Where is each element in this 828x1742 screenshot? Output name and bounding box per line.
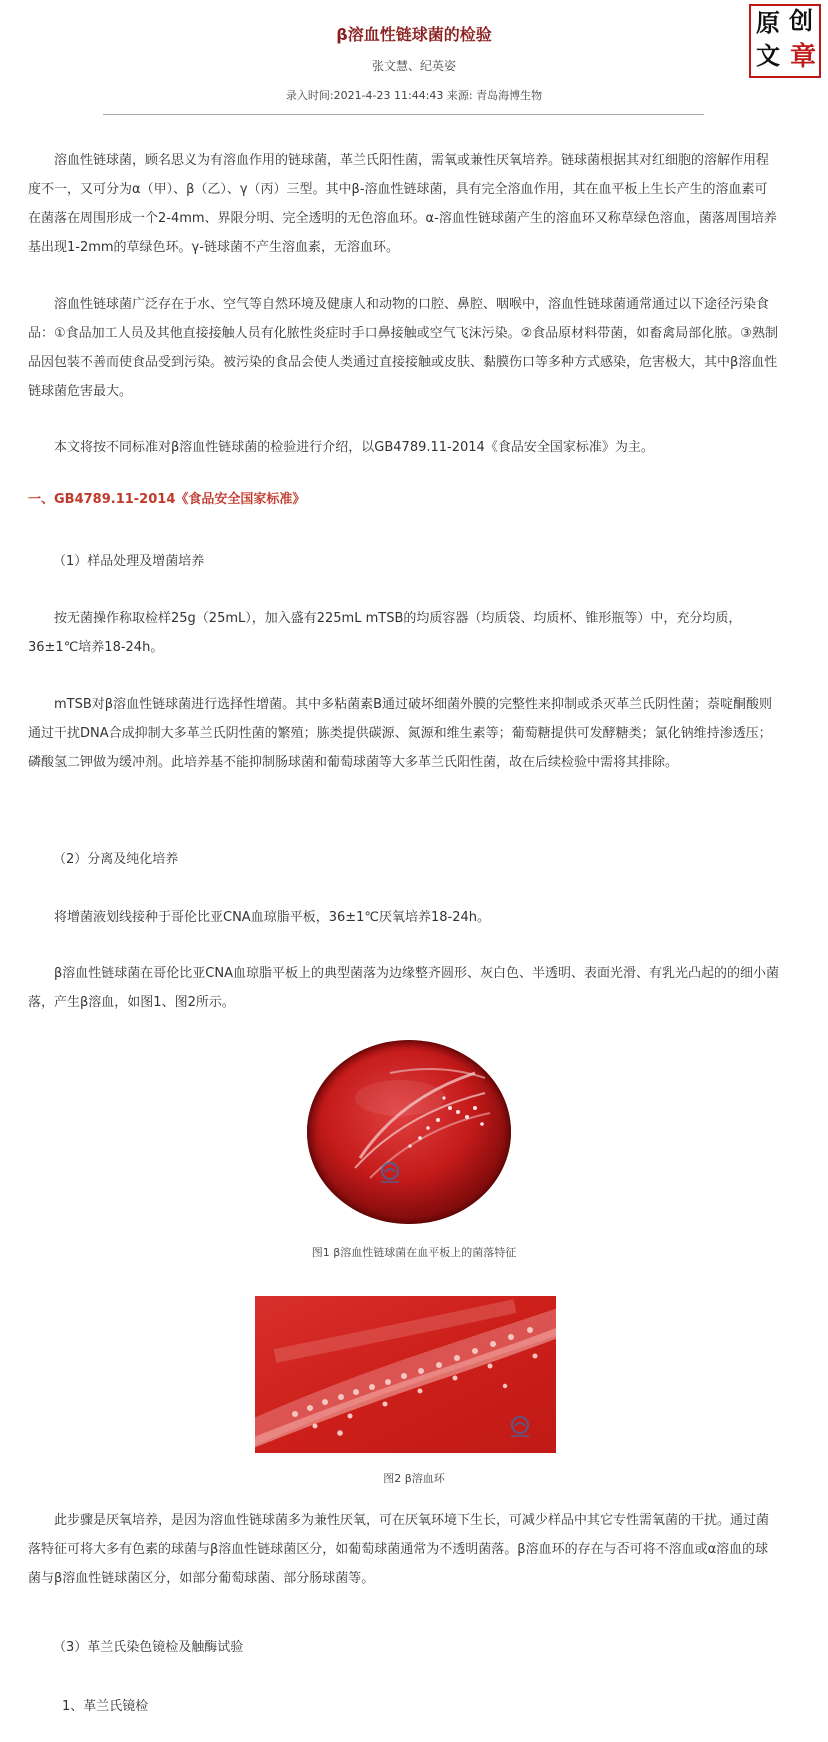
blood-agar-plate-image: [300, 1038, 518, 1226]
paragraph-mtsb: mTSB对β溶血性链球菌进行选择性增菌。其中多粘菌素B通过破坏细菌外膜的完整性来抑制或杀灭革兰氏阴性菌；萘啶酮酸则通过干扰DNA合成抑制大多革兰氏阴性菌的繁殖；胨类提供碳源、氮源和维生素等；葡萄糖提供可发酵糖类；氯化钠维持渗透压；磷酸氢二钾做为缓冲剂。此培养基不能抑制肠球菌和葡萄球菌等大多革兰氏阳性菌，故在后续检验中需将其排除。: [28, 697, 772, 770]
subheading-sample-processing: （1）样品处理及增菌培养: [53, 554, 205, 569]
stamp-char-zhang: 章: [789, 42, 816, 72]
article-title: β溶血性链球菌的检验: [336, 25, 492, 44]
watermark-logo-icon: [505, 1414, 535, 1440]
article-authors: 张文慧、纪英姿: [371, 59, 456, 73]
paragraph-colony-features: β溶血性链球菌在哥伦比亚CNA血琼脂平板上的典型菌落为边缘整齐圆形、灰白色、半透明、表面光滑、有乳光凸起的的细小菌落，产生β溶血，如图1、图2所示。: [28, 966, 779, 1010]
paragraph-streak: 将增菌液划线接种于哥伦比亚CNA血琼脂平板，36±1℃厌氧培养18-24h。: [28, 910, 491, 925]
article-meta: 录入时间:2021-4-23 11:44:43 来源: 青岛海博生物: [285, 89, 543, 102]
subheading-isolation: （2）分离及纯化培养: [53, 852, 179, 867]
original-article-stamp: [749, 4, 821, 78]
paragraph-anaerobic: 此步骤是厌氧培养，是因为溶血性链球菌多为兼性厌氧，可在厌氧环境下生长，可减少样品中其它专性需氧菌的干扰。通过菌落特征可将大多有色素的球菌与β溶血性链球菌区分，如葡萄球菌通常为不透明菌落。β溶血环的存在与否可将不溶血或α溶血的球菌与β溶血性链球菌区分，如部分葡萄球菌、部分肠球菌等。: [28, 1513, 770, 1586]
paragraph-scope: 本文将按不同标准对β溶血性链球菌的检验进行介绍，以GB4789.11-2014《食品安全国家标准》为主。: [28, 440, 654, 455]
figure-2-caption: 图2 β溶血环: [383, 1472, 445, 1485]
subheading-gram-microscopy: 1、革兰氏镜检: [62, 1699, 149, 1714]
stamp-char-chuang: 创: [789, 6, 813, 35]
figure-beta-hemolysis: [255, 1296, 556, 1453]
figure-blood-agar-plate: [300, 1038, 518, 1226]
paragraph-sources: 溶血性链球菌广泛存在于水、空气等自然环境及健康人和动物的口腔、鼻腔、咽喉中，溶血性链球菌通常通过以下途径污染食品：①食品加工人员及其他直接接触人员有化脓性炎症时手口鼻接触或空气飞沫污染。②食品原材料带菌，如畜禽局部化脓。③熟制品因包装不善而使食品受到污染。被污染的食品会使人类通过直接接触或皮肤、黏膜伤口等多种方式感染，危害极大，其中β溶血性链球菌危害最大。: [28, 297, 778, 399]
stamp-char-yuan: 原: [756, 8, 780, 37]
header-divider: [103, 114, 704, 115]
watermark-logo-icon: [375, 1160, 405, 1186]
stamp-char-wen: 文: [756, 41, 780, 70]
figure-1-caption: 图1 β溶血性链球菌在血平板上的菌落特征: [311, 1246, 517, 1259]
paragraph-intro: 溶血性链球菌，顾名思义为有溶血作用的链球菌，革兰氏阳性菌，需氧或兼性厌氧培养。链球菌根据其对红细胞的溶解作用程度不一，又可分为α（甲）、β（乙）、γ（丙）三型。其中β-溶血性链球菌，具有完全溶血作用，其在血平板上生长产生的溶血素可在菌落在周围形成一个2-4mm、界限分明、完全透明的无色溶血环。α-溶血性链球菌产生的溶血环又称草绿色溶血，菌落周围培养基出现1-2mm的草绿色环。γ-链球菌不产生溶血素，无溶血环。: [28, 153, 777, 255]
section-heading-gb4789: 一、GB4789.11-2014《食品安全国家标准》: [28, 492, 306, 507]
subheading-gram-stain: （3）革兰氏染色镜检及触酶试验: [53, 1640, 244, 1655]
paragraph-sample-method: 按无菌操作称取检样25g（25mL），加入盛有225mL mTSB的均质容器（均质袋、均质杯、锥形瓶等）中，充分均质，36±1℃培养18-24h。: [28, 611, 742, 655]
